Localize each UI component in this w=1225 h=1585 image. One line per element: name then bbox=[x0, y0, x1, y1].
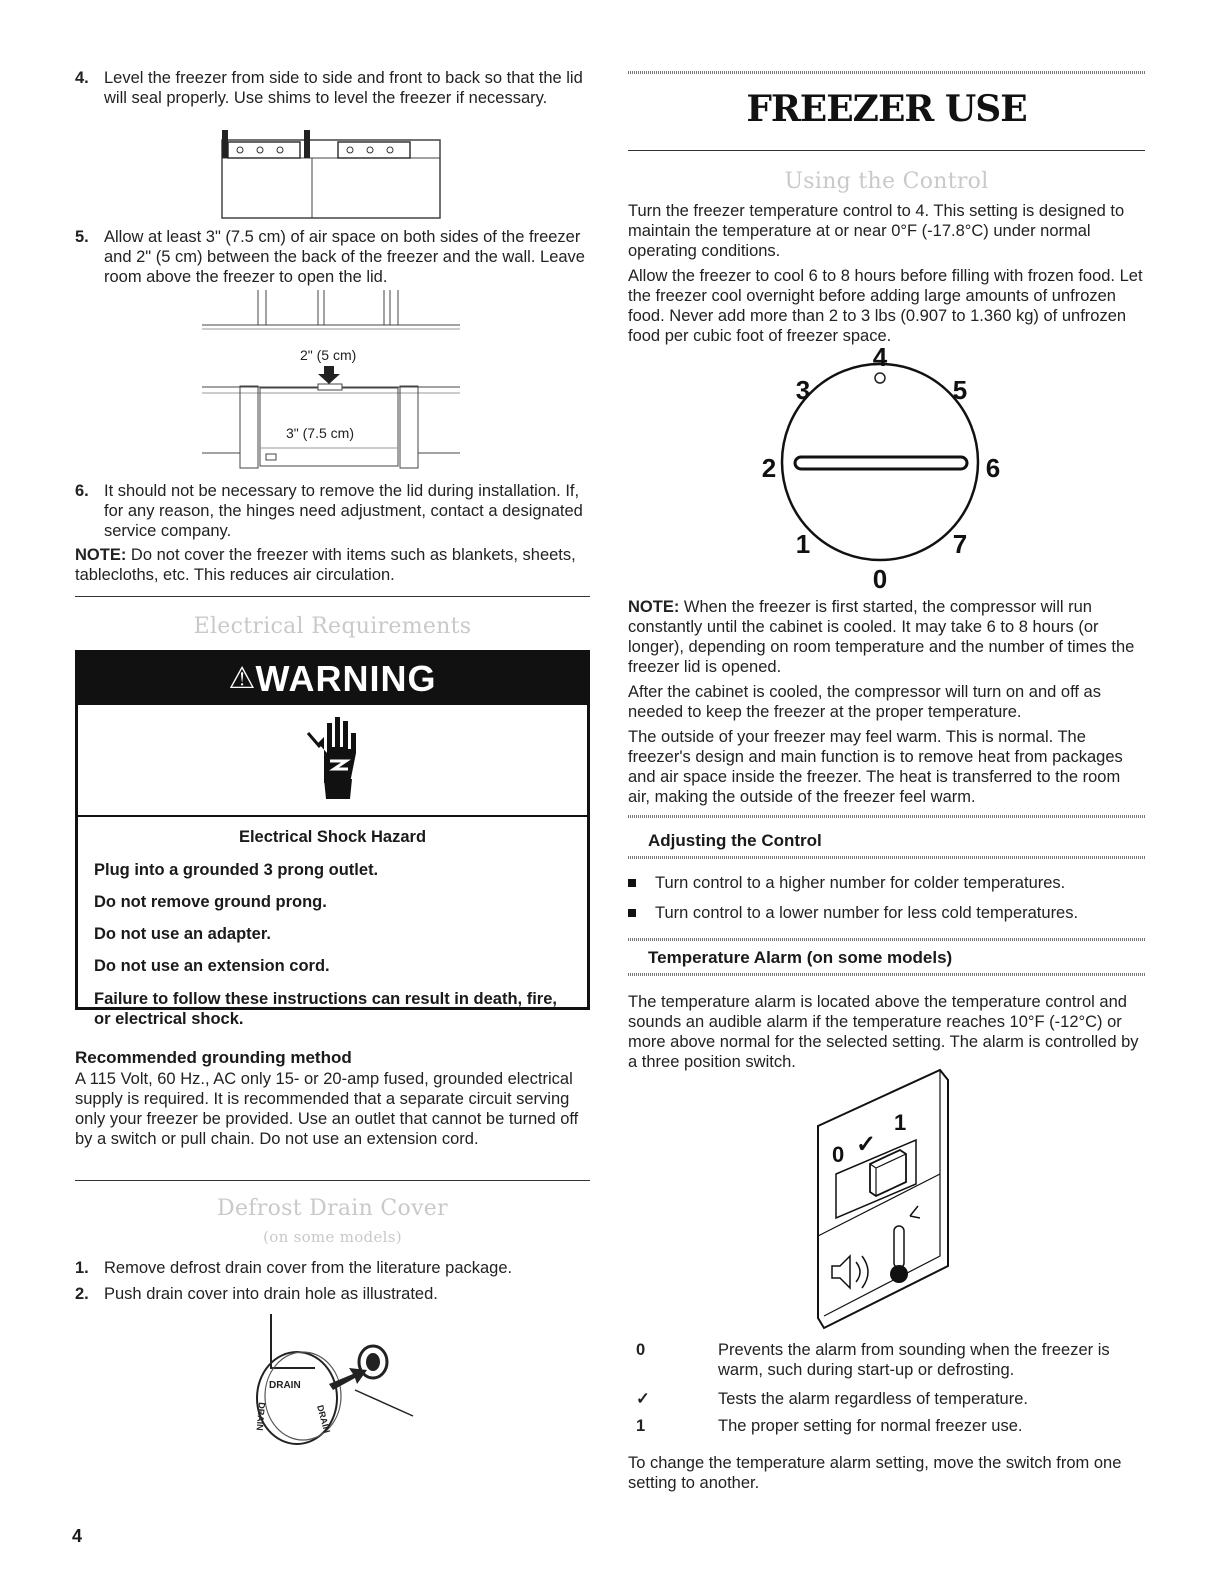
divider bbox=[628, 856, 1145, 859]
warning-box bbox=[75, 650, 590, 1028]
drain-text-right: DRAIN bbox=[315, 1403, 333, 1435]
warning-line: Do not use an adapter. bbox=[94, 925, 271, 943]
warning-title: WARNING bbox=[255, 658, 437, 699]
warning-divider bbox=[78, 815, 587, 817]
freezer-level-illustration bbox=[220, 128, 450, 220]
grounding-heading: Recommended grounding method bbox=[75, 1048, 352, 1067]
divider bbox=[628, 815, 1145, 818]
defrost-drain-subheading: (on some models) bbox=[263, 1228, 402, 1246]
step-text: Allow at least 3" (7.5 cm) of air space on both sides of the freezer and 2" (5 cm) between the back of the freezer and the wall. Leave room above the freezer to open the lid. bbox=[104, 228, 585, 286]
note-label: NOTE: bbox=[628, 598, 680, 616]
step-text: Push drain cover into drain hole as illustrated. bbox=[104, 1285, 438, 1303]
drain-text-top: DRAIN bbox=[269, 1380, 301, 1391]
page-title: FREEZER USE bbox=[746, 88, 1027, 130]
note-text: When the freezer is first started, the compressor will run constantly until the cabinet is cooled. It may take 6 to 8 hours (or longer), depending on room temperature and the number of times the freezer lid is opened. bbox=[628, 598, 1135, 676]
change-setting-paragraph: To change the temperature alarm setting, move the switch from one setting to another. bbox=[628, 1454, 1122, 1492]
switch-label-0: 0 bbox=[832, 1142, 845, 1167]
side-clearance-label: 3" (7.5 cm) bbox=[286, 425, 354, 441]
setting-description: Tests the alarm regardless of temperature. bbox=[718, 1390, 1028, 1408]
warning-triangle-icon: ⚠ bbox=[228, 662, 256, 695]
warning-banner bbox=[78, 653, 587, 705]
note-cover bbox=[75, 545, 590, 585]
drain-cover-illustration bbox=[245, 1312, 425, 1452]
temperature-dial bbox=[755, 340, 1015, 592]
step-text: It should not be necessary to remove the lid during installation. If, for any reason, the hinges need adjustment, contact a designated service company. bbox=[104, 482, 583, 540]
dial-number-6: 6 bbox=[985, 453, 1001, 483]
warning-line: Do not remove ground prong. bbox=[94, 893, 327, 911]
step-text: Level the freezer from side to side and front to back so that the lid will seal properly. Use shims to level the freezer if necessary. bbox=[104, 69, 583, 107]
page-number: 4 bbox=[72, 1526, 83, 1546]
warning-line: Failure to follow these instructions can result in death, fire, or electrical shock. bbox=[94, 990, 557, 1028]
bullet-square-icon bbox=[628, 879, 636, 887]
dial-number-2: 2 bbox=[761, 453, 777, 483]
step-number: 1. bbox=[75, 1259, 89, 1277]
temperature-alarm-heading: Temperature Alarm (on some models) bbox=[648, 948, 953, 967]
warning-line: Do not use an extension cord. bbox=[94, 957, 330, 975]
alarm-paragraph: The temperature alarm is located above the temperature control and sounds an audible alarm if the temperature reaches 10°F (-12°C) or more above normal for the selected setting. The alarm is controlled by a three position switch. bbox=[628, 993, 1139, 1071]
dial-indicator-mark bbox=[875, 373, 885, 383]
control-paragraph-1: Turn the freezer temperature control to 4. This setting is designed to maintain the temperature at or near 0°F (-17.8°C) under normal operating conditions. bbox=[628, 202, 1125, 260]
step-number: 4. bbox=[75, 69, 89, 87]
outside-warm-paragraph: The outside of your freezer may feel warm. This is normal. The freezer's design and main function is to remove heat from packages and air space inside the freezer. The heat is transferred to the room air, making the outside of the freezer feel warm. bbox=[628, 728, 1123, 806]
using-control-heading: Using the Control bbox=[784, 169, 989, 194]
after-cooled-paragraph: After the cabinet is cooled, the compressor will turn on and off as needed to keep the freezer at the proper temperature. bbox=[628, 683, 1101, 721]
bullet-text: Turn control to a lower number for less cold temperatures. bbox=[655, 904, 1079, 922]
dial-number-4: 4 bbox=[872, 342, 888, 372]
speaker-icon bbox=[832, 1256, 868, 1288]
divider bbox=[628, 71, 1145, 74]
dial-number-3: 3 bbox=[795, 375, 811, 405]
switch-label-1: 1 bbox=[894, 1110, 907, 1135]
dial-number-5: 5 bbox=[952, 375, 968, 405]
electrical-shock-hand-icon bbox=[306, 713, 366, 803]
dial-number-1: 1 bbox=[795, 529, 811, 559]
step-number: 6. bbox=[75, 482, 89, 500]
step-number: 5. bbox=[75, 228, 89, 246]
hazard-title: Electrical Shock Hazard bbox=[238, 828, 427, 846]
divider bbox=[628, 938, 1145, 941]
electrical-requirements-heading: Electrical Requirements bbox=[193, 614, 472, 639]
setting-key: 1 bbox=[636, 1417, 646, 1435]
clearance-illustration bbox=[200, 288, 462, 478]
alarm-switch-illustration bbox=[810, 1066, 960, 1338]
defrost-drain-heading: Defrost Drain Cover bbox=[217, 1196, 448, 1221]
warning-line: Plug into a grounded 3 prong outlet. bbox=[94, 861, 379, 879]
grounding-text: A 115 Volt, 60 Hz., AC only 15- or 20-amp fused, grounded electrical supply is required. It is recommended that a separate circuit serving only your freezer be provided. Use an outlet that cannot be turned off by a switch or pull chain. Do not use an extension cord. bbox=[75, 1070, 579, 1148]
divider bbox=[628, 150, 1145, 151]
bullet-text: Turn control to a higher number for colder temperatures. bbox=[655, 874, 1066, 892]
bullet-square-icon bbox=[628, 909, 636, 917]
note-compressor bbox=[628, 597, 1145, 677]
drain-text-left: DRAIN bbox=[254, 1401, 267, 1432]
note-label: NOTE: bbox=[75, 546, 127, 564]
setting-description: The proper setting for normal freezer use. bbox=[718, 1417, 1023, 1435]
step-number: 2. bbox=[75, 1285, 89, 1303]
divider bbox=[75, 596, 590, 597]
setting-description: Prevents the alarm from sounding when the freezer is warm, such during start-up or defrosting. bbox=[718, 1341, 1110, 1379]
back-clearance-label: 2" (5 cm) bbox=[300, 347, 357, 363]
dial-number-7: 7 bbox=[952, 529, 968, 559]
step-text: Remove defrost drain cover from the literature package. bbox=[104, 1259, 513, 1277]
note-text: Do not cover the freezer with items such as blankets, sheets, tablecloths, etc. This reduces air circulation. bbox=[75, 546, 576, 584]
switch-label-check: ✓ bbox=[856, 1131, 877, 1158]
setting-key: ✓ bbox=[636, 1390, 650, 1408]
control-paragraph-2: Allow the freezer to cool 6 to 8 hours before filling with frozen food. Let the freezer cool overnight before adding large amounts of unfrozen food. Never add more than 2 to 3 lbs (0.907 to 1.360 kg) of unfrozen food per cubic foot of freezer space. bbox=[628, 267, 1143, 345]
thermometer-icon bbox=[890, 1206, 920, 1283]
setting-key: 0 bbox=[636, 1341, 646, 1359]
adjusting-control-heading: Adjusting the Control bbox=[648, 831, 822, 850]
divider bbox=[628, 973, 1145, 976]
dial-knob bbox=[795, 457, 967, 469]
dial-number-0: 0 bbox=[872, 564, 888, 592]
divider bbox=[75, 1180, 590, 1181]
